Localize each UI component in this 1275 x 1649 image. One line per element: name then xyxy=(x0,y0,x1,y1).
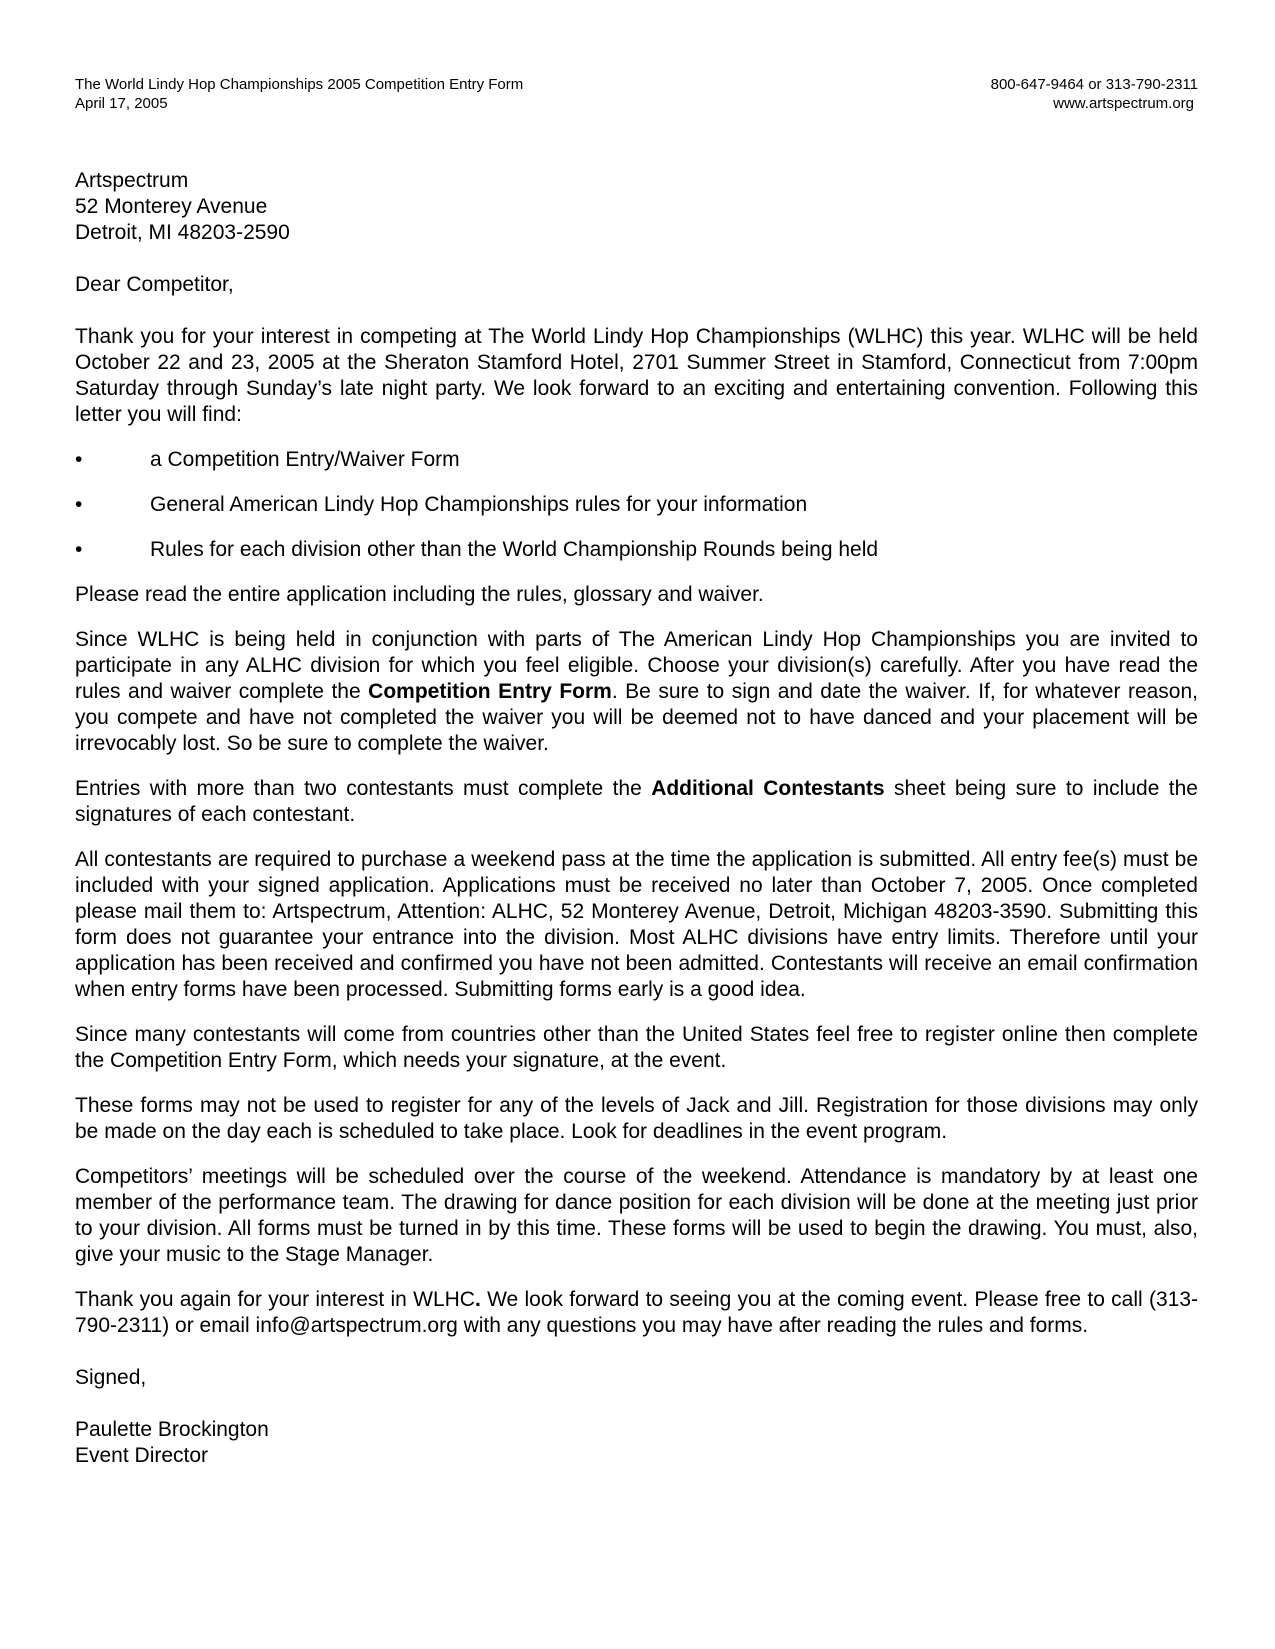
list-item-text: General American Lindy Hop Championships rules for your information xyxy=(150,493,808,516)
address-street: 52 Monterey Avenue xyxy=(75,195,268,218)
list-item xyxy=(75,492,1198,518)
text-run: Thank you again for your interest in WLHC xyxy=(75,1288,475,1311)
bullet-icon: • xyxy=(75,448,83,471)
text-run: sheet being sure to include the signatures of each contestant. xyxy=(75,777,1198,826)
bold-period: . xyxy=(474,1288,481,1311)
text-run: Since WLHC is being held in conjunction with parts of The American Lindy Hop Championships you are invited to participate in any ALHC division for which you feel eligible. Choose your division(s) carefully. After you have read the rules and waiver complete the xyxy=(75,628,1198,703)
fees-paragraph: All contestants are required to purchase a weekend pass at the time the application is submitted. All entry fee(s) must be included with your signed application. Applications must be received no later than October 7, 2005. Once completed please mail them to: Artspectrum, Attention: ALHC, 52 Monterey Avenue, Detroit, Michigan 48203-3590. Submitting this form does not guarantee your entrance into the division. Most ALHC divisions have entry limits. Therefore until your application has been received and confirmed you have not been admitted. Contestants will receive an email confirmation when entry forms have been processed. Submitting forms early is a good idea. xyxy=(75,848,1198,1001)
salutation: Dear Competitor, xyxy=(75,273,234,296)
website-link[interactable]: www.artspectrum.org xyxy=(1053,95,1194,112)
text-run: Entries with more than two contestants must complete the xyxy=(75,777,652,800)
list-item xyxy=(75,447,1198,473)
list-item xyxy=(75,537,1198,563)
header-right xyxy=(991,75,1198,113)
text-run: We look forward to seeing you at the coming event. Please free to call (313-790-2311) or email info@artspectrum.org with any questions you may have after reading the rules and forms. xyxy=(75,1288,1198,1337)
address-organization: Artspectrum xyxy=(75,169,189,192)
competition-entry-form-emphasis: Competition Entry Form xyxy=(368,680,612,703)
additional-contestants-emphasis: Additional Contestants xyxy=(651,777,885,800)
additional-contestants-paragraph xyxy=(75,776,1198,828)
enclosures-list xyxy=(75,447,1198,563)
list-item-text: Rules for each division other than the World Championship Rounds being held xyxy=(150,538,879,561)
intro-paragraph: Thank you for your interest in competing at The World Lindy Hop Championships (WLHC) this year. WLHC will be held October 22 and 23, 2005 at the Sheraton Stamford Hotel, 2701 Summer Street in Stamford, Connecticut from 7:00pm Saturday through Sunday’s late night party. We look forward to an exciting and entertaining convention. Following this letter you will find: xyxy=(75,325,1198,426)
international-paragraph: Since many contestants will come from countries other than the United States feel free to register online then complete the Competition Entry Form, which needs your signature, at the event. xyxy=(75,1023,1198,1072)
sender-address xyxy=(75,168,1198,246)
meetings-paragraph: Competitors’ meetings will be scheduled over the course of the weekend. Attendance is mandatory by at least one member of the performance team. The drawing for dance position for each division will be done at the meeting just prior to your division. All forms must be turned in by this time. These forms will be used to begin the drawing. You must, also, give your music to the Stage Manager. xyxy=(75,1165,1198,1266)
signatory-name: Paulette Brockington xyxy=(75,1418,269,1441)
document-date: April 17, 2005 xyxy=(75,95,168,112)
header-left xyxy=(75,75,523,113)
contact-phones: 800-647-9464 or 313-790-2311 xyxy=(990,76,1198,93)
signoff: Signed, xyxy=(75,1366,147,1389)
please-read-paragraph: Please read the entire application including the rules, glossary and waiver. xyxy=(75,583,764,606)
jack-and-jill-paragraph: These forms may not be used to register for any of the levels of Jack and Jill. Registration for those divisions may only be made on the day each is scheduled to take place. Look for deadlines in the event program. xyxy=(75,1094,1198,1143)
letter-body xyxy=(75,168,1198,1469)
signatory-title: Event Director xyxy=(75,1444,209,1467)
list-item-text: a Competition Entry/Waiver Form xyxy=(150,448,460,471)
alhc-paragraph xyxy=(75,627,1198,757)
closing-paragraph xyxy=(75,1287,1198,1339)
signature-block xyxy=(75,1417,1198,1469)
bullet-icon: • xyxy=(75,493,83,516)
address-city: Detroit, MI 48203-2590 xyxy=(75,221,290,244)
bullet-icon: • xyxy=(75,538,83,561)
text-run: . Be sure to sign and date the waiver. If, for whatever reason, you compete and have not completed the waiver you will be deemed not to have danced and your placement will be irrevocably lost. So be sure to complete the waiver. xyxy=(75,680,1198,755)
document-title: The World Lindy Hop Championships 2005 Competition Entry Form xyxy=(75,76,524,93)
